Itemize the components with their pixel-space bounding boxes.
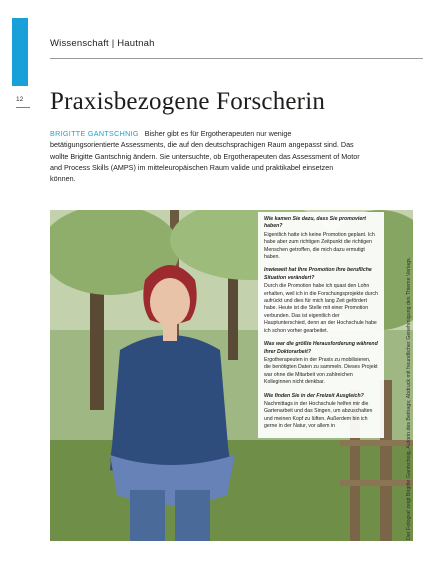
lead-text: Bisher gibt es für Ergotherapeuten nur wenige betätigungsorientierte Assessments, die auf den deutschsprachigen Raum angepasst sind. Das wollte Brigitte Gantschnig ändern. Sie untersuchte, ob Ergotherapeuten das Assessment of Motor and Process Skills (AMPS) im mitteleuropäischen Raum valide und praktikabel einsetzen können. xyxy=(50,129,360,184)
interview-question: Was war die größte Herausforderung während Ihrer Doktorarbeit? xyxy=(264,341,378,355)
page-number: 12 xyxy=(16,96,24,103)
article-lead xyxy=(50,128,360,184)
author-name: BRIGITTE GANTSCHNIG xyxy=(50,129,139,138)
interview-item xyxy=(264,267,378,335)
header-rule xyxy=(50,58,423,59)
interview-item xyxy=(264,393,378,431)
interview-item xyxy=(264,341,378,386)
article-title: Praxisbezogene Forscherin xyxy=(50,88,326,115)
interview-answer: Nachmittags in der Hochschule helfen mir die Gartenarbeit und das Singen, um abzuschalten und meinen Kopf zu lüften. Außerdem bin ich gerne in der Natur, vor allem in xyxy=(264,400,373,430)
interview-answer: Durch die Promotion habe ich quasi den Lohn erhalten, weil ich in die Forschungsprojekte durch aufrückt und dies für mich lang Zeit gefördert habe. Heute ist die Stelle mit einer Promotion verbunden. Das ist eigentlich der Hauptunterschied, denn an der Hochschule habe ich schon vorher gearbeitet. xyxy=(264,283,378,334)
page-number-rule xyxy=(16,107,30,108)
interview-question: Wie kamen Sie dazu, dass Sie promoviert haben? xyxy=(264,216,367,230)
interview-question: Inwieweit hat Ihre Promotion Ihre berufliche Situation verändert? xyxy=(264,267,372,281)
interview-question: Wie finden Sie in der Freizeit Ausgleich? xyxy=(264,392,364,399)
interview-item xyxy=(264,216,378,261)
interview-box xyxy=(258,212,384,438)
photo-credit: Der Fotograf zeigt Brigitte Gantschnig, Autorin des Beitrags; Abdruck mit freundlicher Genehmigung des Thieme Verlags. xyxy=(406,256,412,540)
interview-answer: Eigentlich hatte ich keine Promotion geplant. Ich habe aber zum richtigen Zeitpunkt die richtigen Menschen getroffen, die mich dazu ermutigt haben. xyxy=(264,231,375,261)
section-accent-bar xyxy=(12,18,28,86)
interview-answer: Ergotherapeuten in der Praxis zu mobilisieren, die benötigten Daten zu sammeln. Dieses Projekt war ohne die Mitarbeit von zahlreichen Kolleginnen nicht denkbar. xyxy=(264,356,378,386)
section-label: Wissenschaft | Hautnah xyxy=(50,38,155,49)
